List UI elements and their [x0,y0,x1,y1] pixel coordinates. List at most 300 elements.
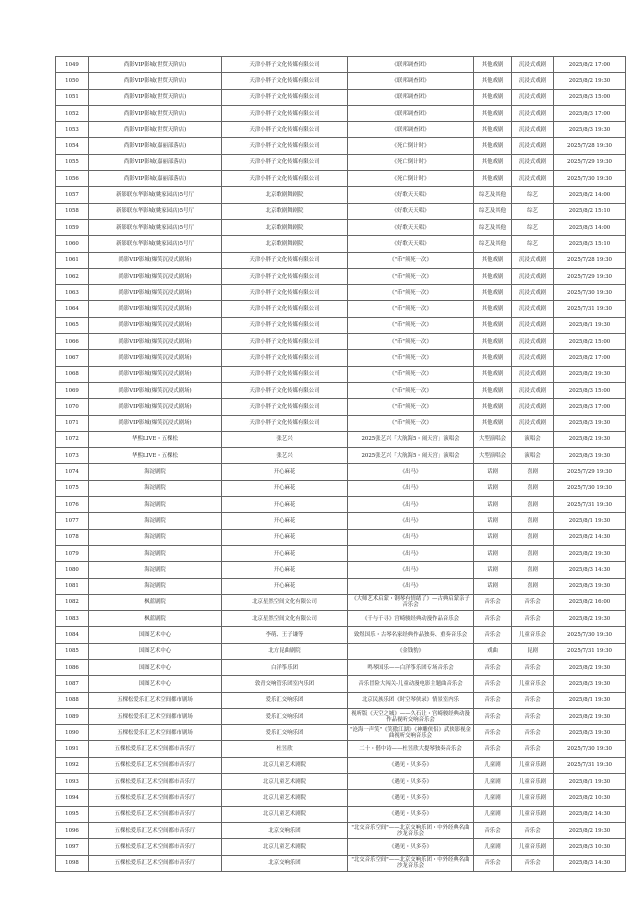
organizer-cell: 爱乐汇交响乐团 [222,692,348,708]
category-cell: 话剧 [474,529,512,545]
category-cell: 其他戏剧 [474,366,512,382]
venue-cell: 国图艺术中心 [89,659,222,675]
row-number-cell: 1067 [56,350,89,366]
venue-cell: 尚影VIP影城(世贸天阶店) [89,73,222,89]
venue-cell: 五棵松爱乐汇艺术空间都市剧场 [89,692,222,708]
show-title-cell: 2025张艺兴「大航海5・闹天宫」演唱会 [348,431,474,447]
category-cell: 音乐会 [474,708,512,724]
table-row [56,578,626,594]
venue-cell: 尚影VIP影城(爆笑沉浸式剧场) [89,415,222,431]
datetime-cell: 2025/8/1 19:30 [554,513,626,529]
organizer-cell: 天津小胖子文化传媒有限公司 [222,138,348,154]
venue-cell: 五棵松爱乐汇艺术空间都市音乐厅 [89,855,222,871]
table-row [56,725,626,741]
venue-cell: 尚影VIP影城(世贸天阶店) [89,89,222,105]
venue-cell: 尚影VIP影城(爆笑沉浸式剧场) [89,301,222,317]
datetime-cell: 2025/8/2 15:10 [554,203,626,219]
subcategory-cell: 沉浸式戏剧 [512,415,554,431]
subcategory-cell: 沉浸式戏剧 [512,252,554,268]
table-row [56,57,626,73]
row-number-cell: 1054 [56,138,89,154]
row-number-cell: 1088 [56,692,89,708]
venue-cell: 尚影VIP影城(爆笑沉浸式剧场) [89,334,222,350]
table-row [56,399,626,415]
subcategory-cell: 音乐会 [512,725,554,741]
organizer-cell: 北京儿童艺术剧院 [222,839,348,855]
datetime-cell: 2025/7/29 19:30 [554,464,626,480]
venue-cell: 尚影VIP影城(世贸天阶店) [89,122,222,138]
subcategory-cell: 喜剧 [512,497,554,513]
category-cell: 其他戏剧 [474,399,512,415]
datetime-cell: 2025/8/3 17:00 [554,399,626,415]
venue-cell: 新影联东华影城(姚家园店)5号厅 [89,187,222,203]
venue-cell: 尚影VIP影城(爆笑沉浸式剧场) [89,285,222,301]
table-row [56,806,626,822]
subcategory-cell: 沉浸式戏剧 [512,366,554,382]
table-row [56,171,626,187]
organizer-cell: 开心麻花 [222,464,348,480]
datetime-cell: 2025/8/3 19:30 [554,676,626,692]
venue-cell: 新影联东华影城(姚家园店)5号厅 [89,236,222,252]
venue-cell: 五棵松爱乐汇艺术空间都市剧场 [89,725,222,741]
row-number-cell: 1094 [56,790,89,806]
datetime-cell: 2025/8/2 17:00 [554,57,626,73]
show-title-cell: 致煜国乐・古琴名家经典作品独奏、重奏音乐会 [348,627,474,643]
organizer-cell: 爱乐汇交响乐团 [222,725,348,741]
row-number-cell: 1093 [56,774,89,790]
datetime-cell: 2025/7/30 19:30 [554,627,626,643]
venue-cell: 五棵松爱乐汇艺术空间都市音乐厅 [89,774,222,790]
subcategory-cell: 音乐会 [512,708,554,724]
organizer-cell: 开心麻花 [222,545,348,561]
venue-cell: 国图艺术中心 [89,676,222,692]
show-title-cell: 《出马》 [348,562,474,578]
row-number-cell: 1069 [56,382,89,398]
venue-cell: 国图艺术中心 [89,643,222,659]
category-cell: 综艺及其他 [474,203,512,219]
organizer-cell: 北京歌剧舞剧院 [222,219,348,235]
venue-cell: 海淀剧院 [89,545,222,561]
venue-cell: 华熙LIVE・五棵松 [89,431,222,447]
subcategory-cell: 沉浸式戏剧 [512,350,554,366]
datetime-cell: 2025/7/31 19:30 [554,757,626,773]
row-number-cell: 1096 [56,822,89,838]
datetime-cell: 2025/7/31 19:30 [554,301,626,317]
row-number-cell: 1060 [56,236,89,252]
row-number-cell: 1059 [56,219,89,235]
organizer-cell: 杜昱欣 [222,741,348,757]
row-number-cell: 1087 [56,676,89,692]
subcategory-cell: 沉浸式戏剧 [512,138,554,154]
subcategory-cell: 喜剧 [512,480,554,496]
table-row [56,301,626,317]
table-row [56,285,626,301]
show-title-cell: 《死亡倒计时》 [348,171,474,187]
organizer-cell: 天津小胖子文化传媒有限公司 [222,301,348,317]
row-number-cell: 1073 [56,448,89,464]
venue-cell: 五棵松爱乐汇艺术空间都市音乐厅 [89,741,222,757]
table-row [56,236,626,252]
show-title-cell: 《"币"须死一次》 [348,399,474,415]
category-cell: 其他戏剧 [474,57,512,73]
category-cell: 话剧 [474,578,512,594]
datetime-cell: 2025/7/28 19:30 [554,138,626,154]
table-row [56,154,626,170]
venue-cell: 尚影VIP影城(爆笑沉浸式剧场) [89,252,222,268]
table-row [56,187,626,203]
category-cell: 其他戏剧 [474,334,512,350]
category-cell: 话剧 [474,497,512,513]
table-row [56,497,626,513]
datetime-cell: 2025/7/31 19:30 [554,643,626,659]
row-number-cell: 1057 [56,187,89,203]
table-row [56,448,626,464]
category-cell: 音乐会 [474,611,512,627]
show-title-cell: 《"币"须死一次》 [348,415,474,431]
category-cell: 话剧 [474,545,512,561]
row-number-cell: 1097 [56,839,89,855]
row-number-cell: 1068 [56,366,89,382]
row-number-cell: 1051 [56,89,89,105]
table-row [56,676,626,692]
venue-cell: 枫蓝剧院 [89,594,222,610]
show-title-cell: 视听版《天空之城》——久石让・宫崎骏经典动漫作品视听交响音乐会 [348,708,474,724]
datetime-cell: 2025/8/1 19:30 [554,774,626,790]
category-cell: 音乐会 [474,627,512,643]
category-cell: 音乐会 [474,725,512,741]
subcategory-cell: 沉浸式戏剧 [512,171,554,187]
category-cell: 其他戏剧 [474,415,512,431]
row-number-cell: 1058 [56,203,89,219]
datetime-cell: 2025/7/30 19:30 [554,285,626,301]
venue-cell: 五棵松爱乐汇艺术空间都市音乐厅 [89,839,222,855]
category-cell: 音乐会 [474,676,512,692]
datetime-cell: 2025/8/2 14:00 [554,187,626,203]
row-number-cell: 1086 [56,659,89,675]
subcategory-cell: 沉浸式戏剧 [512,399,554,415]
datetime-cell: 2025/7/30 19:30 [554,741,626,757]
subcategory-cell: 音乐会 [512,741,554,757]
row-number-cell: 1056 [56,171,89,187]
row-number-cell: 1076 [56,497,89,513]
organizer-cell: 天津小胖子文化传媒有限公司 [222,154,348,170]
category-cell: 音乐会 [474,692,512,708]
subcategory-cell: 综艺 [512,203,554,219]
show-title-cell: 二十・偕中诗——杜昱欣大提琴独奏音乐会 [348,741,474,757]
subcategory-cell: 综艺 [512,187,554,203]
organizer-cell: 天津小胖子文化传媒有限公司 [222,415,348,431]
subcategory-cell: 喜剧 [512,529,554,545]
row-number-cell: 1091 [56,741,89,757]
datetime-cell: 2025/8/2 19:30 [554,611,626,627]
table-row [56,643,626,659]
category-cell: 话剧 [474,464,512,480]
venue-cell: 五棵松爱乐汇艺术空间都市音乐厅 [89,757,222,773]
datetime-cell: 2025/7/29 19:30 [554,154,626,170]
table-row [56,741,626,757]
show-title-cell: 《联邦调查团》 [348,73,474,89]
performance-schedule-table [55,56,626,872]
show-title-cell: 《大师艺术启蒙・钢琴有情绪了》—古典启蒙亲子音乐会 [348,594,474,610]
subcategory-cell: 沉浸式戏剧 [512,382,554,398]
category-cell: 综艺及其他 [474,187,512,203]
datetime-cell: 2025/8/3 19:30 [554,415,626,431]
category-cell: 其他戏剧 [474,252,512,268]
subcategory-cell: 沉浸式戏剧 [512,57,554,73]
category-cell: 音乐会 [474,741,512,757]
subcategory-cell: 沉浸式戏剧 [512,122,554,138]
organizer-cell: 爱乐汇交响乐团 [222,708,348,724]
table-row [56,611,626,627]
venue-cell: 海淀剧院 [89,513,222,529]
datetime-cell: 2025/7/30 19:30 [554,171,626,187]
organizer-cell: 李萌、王子谦等 [222,627,348,643]
datetime-cell: 2025/8/2 14:30 [554,806,626,822]
row-number-cell: 1072 [56,431,89,447]
organizer-cell: 北方昆曲剧院 [222,643,348,659]
organizer-cell: 北京儿童艺术剧院 [222,774,348,790]
organizer-cell: 北京歌剧舞剧院 [222,203,348,219]
row-number-cell: 1078 [56,529,89,545]
organizer-cell: 天津小胖子文化传媒有限公司 [222,334,348,350]
category-cell: 其他戏剧 [474,138,512,154]
venue-cell: 尚影VIP影城(爆笑沉浸式剧场) [89,382,222,398]
table-row [56,350,626,366]
subcategory-cell: 演唱会 [512,431,554,447]
row-number-cell: 1090 [56,725,89,741]
table-row [56,822,626,838]
show-title-cell: 《出马》 [348,497,474,513]
table-row [56,839,626,855]
show-title-cell: 《好歌天天唱》 [348,203,474,219]
show-title-cell: "沧海一声笑"《笑傲江湖》《神雕侠侣》武侠影视金曲视听交响音乐会 [348,725,474,741]
subcategory-cell: 音乐会 [512,855,554,871]
organizer-cell: 天津小胖子文化传媒有限公司 [222,105,348,121]
subcategory-cell: 音乐会 [512,692,554,708]
category-cell: 儿童剧 [474,774,512,790]
venue-cell: 尚影VIP影城(爆笑沉浸式剧场) [89,317,222,333]
datetime-cell: 2025/8/2 19:30 [554,366,626,382]
show-title-cell: 《好歌天天唱》 [348,187,474,203]
datetime-cell: 2025/8/2 19:30 [554,431,626,447]
show-title-cell: 《"币"须死一次》 [348,366,474,382]
organizer-cell: 北京交响乐团 [222,855,348,871]
table-row [56,659,626,675]
row-number-cell: 1075 [56,480,89,496]
show-title-cell: 《遇见・贝多芬》 [348,790,474,806]
organizer-cell: 张艺兴 [222,431,348,447]
table-row [56,790,626,806]
organizer-cell: 白洋筝乐团 [222,659,348,675]
venue-cell: 海淀剧院 [89,464,222,480]
table-row [56,529,626,545]
table-row [56,122,626,138]
subcategory-cell: 沉浸式戏剧 [512,301,554,317]
row-number-cell: 1085 [56,643,89,659]
datetime-cell: 2025/8/2 19:30 [554,659,626,675]
row-number-cell: 1082 [56,594,89,610]
table-row [56,855,626,871]
subcategory-cell: 昆剧 [512,643,554,659]
subcategory-cell: 音乐会 [512,659,554,675]
show-title-cell: "北交音乐空间"——北京交响乐团・中外经典名曲沙龙音乐会 [348,822,474,838]
venue-cell: 尚影VIP影城(爆笑沉浸式剧场) [89,366,222,382]
table-row [56,774,626,790]
subcategory-cell: 沉浸式戏剧 [512,334,554,350]
table-row [56,415,626,431]
datetime-cell: 2025/7/28 19:30 [554,252,626,268]
row-number-cell: 1050 [56,73,89,89]
category-cell: 其他戏剧 [474,317,512,333]
row-number-cell: 1095 [56,806,89,822]
row-number-cell: 1063 [56,285,89,301]
show-title-cell: 《"币"须死一次》 [348,334,474,350]
category-cell: 儿童剧 [474,806,512,822]
row-number-cell: 1061 [56,252,89,268]
organizer-cell: 天津小胖子文化传媒有限公司 [222,350,348,366]
organizer-cell: 天津小胖子文化传媒有限公司 [222,399,348,415]
category-cell: 其他戏剧 [474,350,512,366]
show-title-cell: 《出马》 [348,578,474,594]
row-number-cell: 1070 [56,399,89,415]
row-number-cell: 1089 [56,708,89,724]
subcategory-cell: 沉浸式戏剧 [512,317,554,333]
datetime-cell: 2025/7/29 19:30 [554,268,626,284]
datetime-cell: 2025/8/3 19:30 [554,122,626,138]
venue-cell: 尚影VIP影城(爆笑沉浸式剧场) [89,350,222,366]
organizer-cell: 北京歌剧舞剧院 [222,187,348,203]
datetime-cell: 2025/8/3 15:00 [554,382,626,398]
venue-cell: 尚影VIP影城(嘉丽部落店) [89,171,222,187]
table-row [56,203,626,219]
subcategory-cell: 演唱会 [512,448,554,464]
subcategory-cell: 音乐会 [512,822,554,838]
datetime-cell: 2025/8/1 19:30 [554,692,626,708]
row-number-cell: 1098 [56,855,89,871]
row-number-cell: 1065 [56,317,89,333]
venue-cell: 五棵松爱乐汇艺术空间都市音乐厅 [89,822,222,838]
row-number-cell: 1092 [56,757,89,773]
row-number-cell: 1062 [56,268,89,284]
show-title-cell: 《好歌天天唱》 [348,236,474,252]
category-cell: 话剧 [474,480,512,496]
show-title-cell: 《遇见・贝多芬》 [348,839,474,855]
show-title-cell: 《千与千寻》宫崎骏经典动漫作品音乐会 [348,611,474,627]
organizer-cell: 开心麻花 [222,480,348,496]
table-row [56,366,626,382]
category-cell: 其他戏剧 [474,105,512,121]
table-row [56,757,626,773]
category-cell: 其他戏剧 [474,301,512,317]
category-cell: 音乐会 [474,822,512,838]
subcategory-cell: 儿童音乐剧 [512,757,554,773]
organizer-cell: 天津小胖子文化传媒有限公司 [222,89,348,105]
table-row [56,480,626,496]
organizer-cell: 天津小胖子文化传媒有限公司 [222,73,348,89]
subcategory-cell: 儿童音乐会 [512,627,554,643]
organizer-cell: 开心麻花 [222,578,348,594]
organizer-cell: 北京儿童艺术剧院 [222,790,348,806]
organizer-cell: 天津小胖子文化传媒有限公司 [222,171,348,187]
show-title-cell: 《遇见・贝多芬》 [348,806,474,822]
row-number-cell: 1053 [56,122,89,138]
organizer-cell: 北京儿童艺术剧院 [222,806,348,822]
venue-cell: 海淀剧院 [89,529,222,545]
datetime-cell: 2025/8/2 19:30 [554,708,626,724]
category-cell: 戏曲 [474,643,512,659]
subcategory-cell: 喜剧 [512,562,554,578]
show-title-cell: 鸣琴国乐——白洋筝乐团专场音乐会 [348,659,474,675]
organizer-cell: 天津小胖子文化传媒有限公司 [222,285,348,301]
show-title-cell: 《遇见・贝多芬》 [348,774,474,790]
venue-cell: 五棵松爱乐汇艺术空间都市音乐厅 [89,806,222,822]
table-row [56,219,626,235]
table-row [56,627,626,643]
organizer-cell: 北京星然空间文化有限公司 [222,594,348,610]
row-number-cell: 1077 [56,513,89,529]
show-title-cell: 《联邦调查团》 [348,122,474,138]
table-row [56,252,626,268]
row-number-cell: 1064 [56,301,89,317]
subcategory-cell: 喜剧 [512,513,554,529]
table-row [56,594,626,610]
organizer-cell: 天津小胖子文化传媒有限公司 [222,122,348,138]
subcategory-cell: 儿童音乐会 [512,676,554,692]
category-cell: 话剧 [474,513,512,529]
table-row [56,382,626,398]
venue-cell: 华熙LIVE・五棵松 [89,448,222,464]
row-number-cell: 1079 [56,545,89,561]
category-cell: 话剧 [474,562,512,578]
show-title-cell: 《死亡倒计时》 [348,154,474,170]
subcategory-cell: 喜剧 [512,578,554,594]
subcategory-cell: 喜剧 [512,464,554,480]
subcategory-cell: 儿童音乐剧 [512,806,554,822]
venue-cell: 海淀剧院 [89,578,222,594]
show-title-cell: 《遇见・贝多芬》 [348,757,474,773]
show-title-cell: 《联邦调查团》 [348,105,474,121]
venue-cell: 海淀剧院 [89,480,222,496]
subcategory-cell: 音乐会 [512,611,554,627]
venue-cell: 海淀剧院 [89,497,222,513]
subcategory-cell: 综艺 [512,236,554,252]
venue-cell: 尚影VIP影城(爆笑沉浸式剧场) [89,268,222,284]
category-cell: 音乐会 [474,594,512,610]
row-number-cell: 1080 [56,562,89,578]
show-title-cell: 《死亡倒计时》 [348,138,474,154]
datetime-cell: 2025/8/2 14:30 [554,529,626,545]
datetime-cell: 2025/8/3 19:30 [554,578,626,594]
organizer-cell: 天津小胖子文化传媒有限公司 [222,366,348,382]
organizer-cell: 开心麻花 [222,513,348,529]
venue-cell: 枫蓝剧院 [89,611,222,627]
show-title-cell: 《出马》 [348,545,474,561]
show-title-cell: 《出马》 [348,513,474,529]
datetime-cell: 2025/8/3 14:30 [554,562,626,578]
organizer-cell: 天津小胖子文化传媒有限公司 [222,268,348,284]
row-number-cell: 1081 [56,578,89,594]
datetime-cell: 2025/7/31 19:30 [554,497,626,513]
subcategory-cell: 喜剧 [512,545,554,561]
category-cell: 综艺及其他 [474,236,512,252]
subcategory-cell: 沉浸式戏剧 [512,73,554,89]
venue-cell: 海淀剧院 [89,562,222,578]
organizer-cell: 北京星然空间文化有限公司 [222,611,348,627]
venue-cell: 尚影VIP影城(嘉丽部落店) [89,154,222,170]
category-cell: 综艺及其他 [474,219,512,235]
table-row [56,105,626,121]
category-cell: 大型演唱会 [474,448,512,464]
